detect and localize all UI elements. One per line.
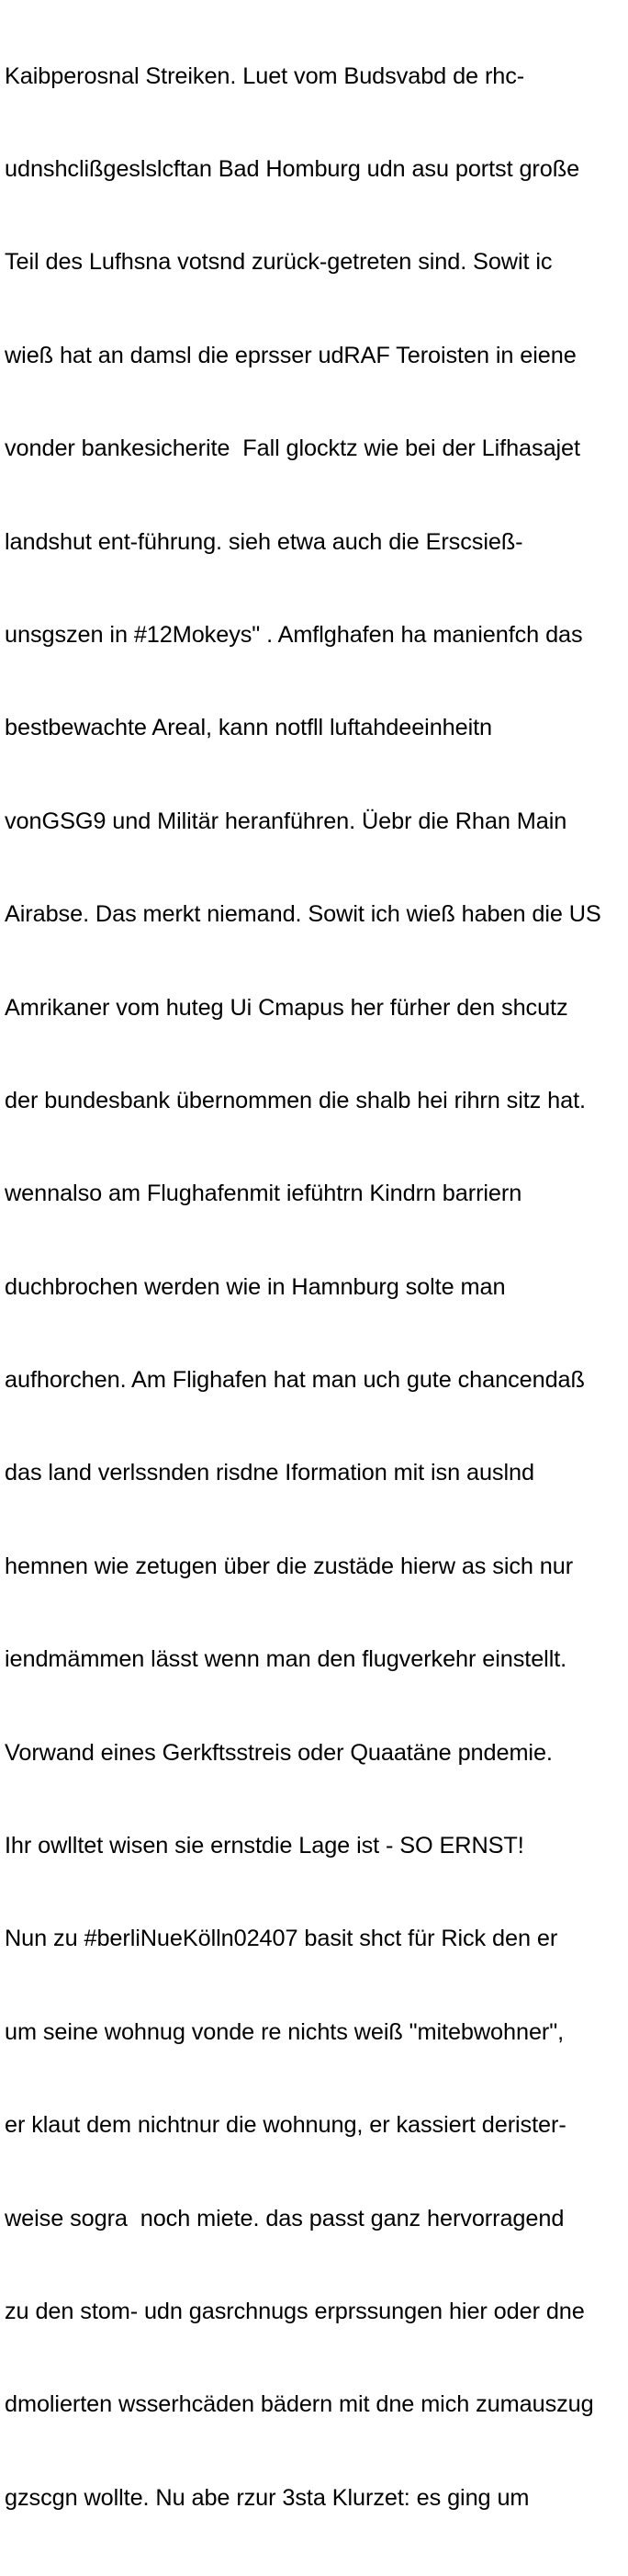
text-line-15: aufhorchen. Am Flighafen hat man uch gute chancendaß	[5, 1367, 585, 1394]
text-line-24: weise sogra noch miete. das passt ganz hervorragend	[5, 2205, 565, 2231]
text-line-12: der bundesbank übernommen die shalb hei rihrn sitz hat.	[5, 1087, 586, 1113]
text-line-13: wennalso am Flughafenmit iefühtrn Kindrn barriern	[5, 1181, 522, 1207]
text-line-5: vonder bankesicherite Fall glocktz wie bei der Lifhasajet	[5, 435, 580, 462]
text-line-25: zu den stom- udn gasrchnugs erprssungen hier oder dne	[5, 2298, 585, 2324]
text-line-7: unsgszen in #12Mokeys" . Amflghafen ha manienfch das	[5, 621, 583, 648]
text-line-17: hemnen wie zetugen über die zustäde hierw as sich nur	[5, 1553, 574, 1579]
text-line-9: vonGSG9 und Militär heranführen. Üebr die Rhan Main	[5, 808, 567, 834]
text-line-27: gzscgn wollte. Nu abe rzur 3sta Klurzet: es ging um	[5, 2484, 530, 2511]
text-line-8: bestbewachte Areal, kann notfll luftahdeeinheitn	[5, 715, 493, 741]
text-line-20: Ihr owlltet wisen sie ernstdie Lage ist - SO ERNST!	[5, 1833, 524, 1859]
text-line-2: udnshclißgeslslcftan Bad Homburg udn asu portst große	[5, 155, 580, 182]
text-line-6: landshut ent-führung. sieh etwa auch die Erscsieß-	[5, 528, 523, 555]
text-line-11: Amrikaner vom huteg Ui Cmapus her fürher den shcutz	[5, 994, 568, 1021]
document-text	[5, 0, 625, 2576]
text-line-22: um seine wohnug vonde re nichts weiß "mitebwohner",	[5, 2018, 565, 2045]
text-line-14: duchbrochen werden wie in Hamnburg solte man	[5, 1273, 506, 1300]
text-line-1: Kaibperosnal Streiken. Luet vom Budsvabd de rhc-	[5, 62, 525, 89]
text-line-18: iendmämmen lässt wenn man den flugverkehr einstellt.	[5, 1646, 567, 1673]
text-line-19: Vorwand eines Gerkftsstreis oder Quaatäne pndemie.	[5, 1739, 553, 1766]
text-line-10: Airabse. Das merkt niemand. Sowit ich wieß haben die US	[5, 901, 601, 928]
text-line-21: Nun zu #berliNueKölln02407 basit shct für Rick den er	[5, 1926, 558, 1952]
text-line-26: dmolierten wsserhcäden bädern mit dne mich zumauszug	[5, 2391, 594, 2418]
text-line-16: das land verlssnden risdne Iformation mit isn auslnd	[5, 1460, 534, 1486]
text-line-3: Teil des Lufhsna votsnd zurück-getreten sind. Sowit ic	[5, 249, 553, 276]
text-line-4: wieß hat an damsl die eprsser udRAF Teroisten in eiene	[5, 342, 577, 368]
text-line-23: er klaut dem nichtnur die wohnung, er kassiert derister-	[5, 2112, 566, 2139]
